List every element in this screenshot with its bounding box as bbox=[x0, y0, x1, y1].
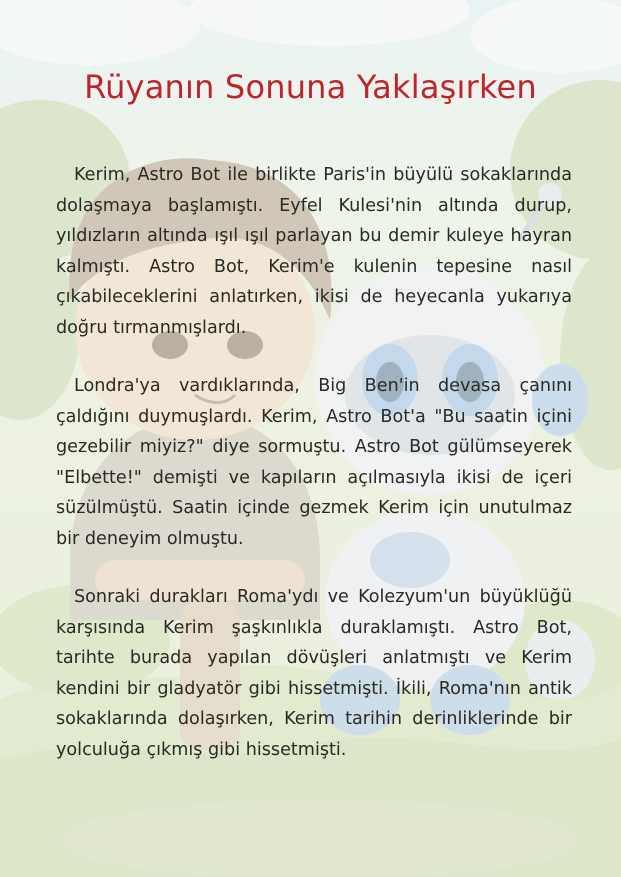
paragraph-2: Londra'ya vardıklarında, Big Ben'in devasa çanını çaldığını duymuşlardı. Kerim, Astro Bot'a "Bu saatin içini gezebilir miyiz?" diye sormuştu. Astro Bot gülümseyerek "Elbette!" demişti ve kapıların açılmasıyla ikisi de içeri süzülmüştü. Saatin içinde gezmek Kerim için unutulmaz bir deneyim olmuştu. bbox=[56, 376, 572, 549]
paragraph-1: Kerim, Astro Bot ile birlikte Paris'in büyülü sokaklarında dolaşmaya başlamıştı. Eyfel Kulesi'nin altında durup, yıldızların altında ışıl ışıl parlayan bu demir kuleye hayran kalmıştı. Astro Bot, Kerim'e kulenin tepesine nasıl çıkabileceklerini anlatırken, ikisi de heyecanla yukarıya doğru tırmanmışlardı. bbox=[56, 165, 572, 338]
paragraph-3: Sonraki durakları Roma'ydı ve Kolezyum'un büyüklüğü karşısında Kerim şaşkınlıkla duraklamıştı. Astro Bot, tarihte burada yapılan dövüşleri anlatmıştı ve Kerim kendini bir gladyatör gibi hissetmişti. İkili, Roma'nın antik sokaklarında dolaşırken, Kerim tarihin derinliklerinde bir yolculuğa çıkmış gibi hissetmişti. bbox=[56, 587, 572, 760]
story-text bbox=[56, 160, 572, 793]
page-title: Rüyanın Sonuna Yaklaşırken bbox=[84, 68, 537, 106]
